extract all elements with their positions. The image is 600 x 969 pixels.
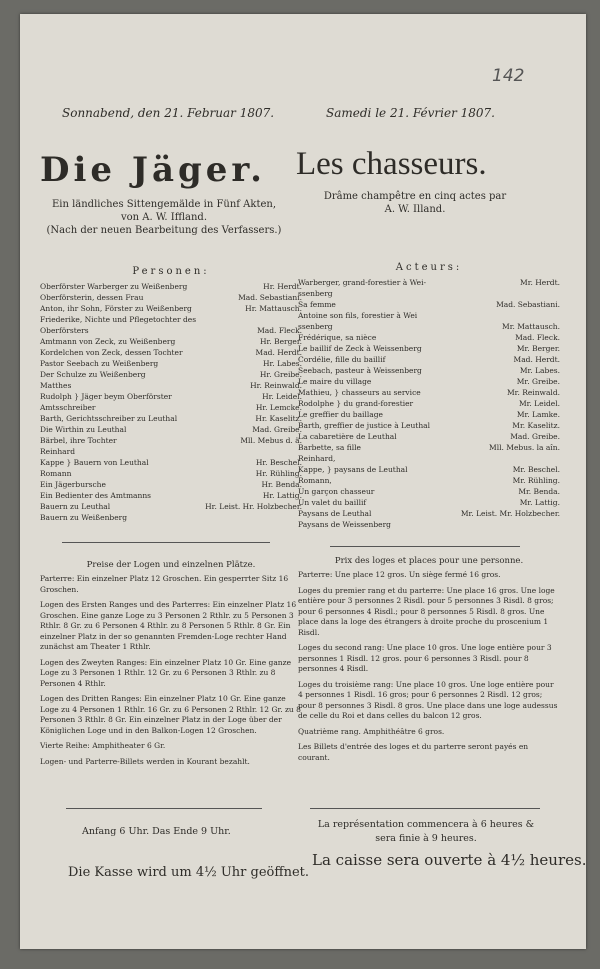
acteurs-actor: Mad. Herdt. [513, 355, 560, 364]
acteurs-actor: Mr. Benda. [518, 487, 560, 496]
personen-role: Kappe } Bauern von Leuthal [40, 458, 149, 467]
anfang-french: La représentation commencera à 6 heures & sera finie à 9 heures. [317, 819, 535, 844]
personen-actor: Hr. Herdt. [263, 282, 302, 291]
personen-actor: Hr. Leidel. [262, 392, 302, 401]
personen-role: Pastor Seebach zu Weißenberg [40, 359, 159, 368]
acteurs-row [298, 343, 560, 354]
acteurs-role: Kappe, } paysans de Leuthal [298, 465, 408, 474]
personen-actor: Hr. Mattausch. [245, 304, 302, 313]
acteurs-row [298, 277, 560, 288]
personen-actor: Mad. Herdt. [255, 348, 302, 357]
acteurs-actor: Mr. Beschel. [512, 465, 560, 474]
personen-row [40, 402, 302, 413]
acteurs-role: Paysans de Weissenberg [298, 520, 391, 529]
preise-list [40, 574, 302, 767]
personen-row [40, 358, 302, 369]
personen-row [40, 325, 302, 336]
divider-right [330, 546, 520, 547]
acteurs-actor: Mr. Lamke. [516, 410, 560, 419]
personen-role: Bauern zu Leuthal [40, 502, 111, 511]
personen-row [40, 424, 302, 435]
acteurs-row [298, 442, 560, 453]
acteurs-actor: Mr. Reinwald. [507, 388, 560, 397]
personen-row [40, 380, 302, 391]
acteurs-list [298, 277, 560, 530]
prix-paragraph: Loges du second rang: Une place 10 gros. Une loge entière pour 3 personnes 1 Risdl. 12 gros. pour 6 personnes 3 Risdl. pour 8 personnes 4 Risdl. [298, 643, 552, 673]
personen-row [40, 292, 302, 303]
personen-role: Ein Bedienter des Amtmanns [40, 491, 152, 500]
prix-paragraph: Loges du premier rang et du parterre: Une place 16 gros. Une loge entière pour 3 personnes 2 Risdl. pour 5 personnes 3 Risdl. 8 gros; pour 6 personnes 4 Risdl.; pour 8 personnes 5 Risdl. 8 gros. Une place dans la loge des étrangers à droite proche du proscenium 1 Risdl. [298, 585, 555, 637]
personen-row [40, 512, 302, 523]
acteurs-row [298, 420, 560, 431]
divider-bottom-left [66, 808, 262, 809]
prix-paragraph: Les Billets d'entrée des loges et du parterre seront payés en courant. [298, 742, 529, 762]
acteurs-row [298, 431, 560, 442]
preise-paragraph: Vierte Reihe: Amphitheater 6 Gr. [40, 741, 166, 750]
personen-row [40, 457, 302, 468]
divider-bottom-right [310, 808, 540, 809]
personen-actor: Mll. Mebus d. ä. [240, 436, 302, 445]
preise-section [40, 560, 302, 772]
acteurs-role: Warberger, grand-forestier à Wei- [298, 278, 427, 287]
personen-role: Rudolph } Jäger beym Oberförster [40, 392, 172, 401]
preise-paragraph: Logen des Zweyten Ranges: Ein einzelner Platz 10 Gr. Eine ganze Loge zu 3 Personen 1 Rthlr. 12 Gr. zu 6 Personen 3 Rthlr. zu 8 Personen 4 Rthlr. [40, 657, 292, 688]
acteurs-row [298, 376, 560, 387]
personen-heading: Personen: [132, 266, 210, 277]
prix-list [298, 570, 560, 763]
acteurs-row [298, 332, 560, 343]
personen-role: Matthes [40, 381, 72, 390]
acteurs-actor: Mr. Leist. Mr. Holzbecher. [460, 509, 560, 518]
acteurs-heading: Acteurs: [395, 262, 463, 273]
prix-heading: Prix des loges et places pour une personne. [334, 556, 524, 566]
acteurs-actor: Mad. Fleck. [515, 333, 560, 342]
handwritten-page-number: 142 [492, 66, 525, 86]
personen-actor: Mad. Fleck. [257, 326, 302, 335]
personen-role: Barth, Gerichtsschreiber zu Leuthal [40, 414, 178, 423]
personen-actor: Mad. Sebastiani. [238, 293, 302, 302]
personen-role: Der Schulze zu Weißenberg [40, 370, 146, 379]
personen-row [40, 303, 302, 314]
personen-role: Anton, ihr Sohn, Förster zu Weißenberg [40, 304, 192, 313]
personen-row [40, 468, 302, 479]
acteurs-row [298, 299, 560, 310]
acteurs-actor: Mll. Mebus. la aîn. [489, 443, 560, 452]
acteurs-actor: Mr. Mattausch. [502, 322, 560, 331]
acteurs-row [298, 464, 560, 475]
prix-paragraph: Quatrième rang. Amphithéâtre 6 gros. [298, 726, 445, 736]
prix-paragraph: Parterre: Une place 12 gros. Un siège fermé 16 gros. [298, 570, 501, 579]
acteurs-role: Rodolphe } du grand-forestier [298, 399, 414, 408]
personen-actor: Hr. Rühling. [255, 469, 302, 478]
acteurs-role: Le maire du village [298, 377, 372, 386]
personen-row [40, 391, 302, 402]
personen-row [40, 435, 302, 446]
acteurs-role: Seebach, pasteur à Weissenberg [298, 366, 422, 375]
acteurs-row [298, 288, 560, 299]
personen-actor: Hr. Kaselitz. [255, 414, 302, 423]
acteurs-role: Barth, greffier de justice à Leuthal [298, 421, 431, 430]
acteurs-row [298, 365, 560, 376]
acteurs-actor: Mr. Labes. [519, 366, 560, 375]
personen-actor: Hr. Beschel. [255, 458, 302, 467]
personen-row [40, 490, 302, 501]
personen-role: Oberförsterin, dessen Frau [40, 293, 144, 302]
acteurs-row [298, 321, 560, 332]
acteurs-role: Antoine son fils, forestier à Wei [298, 311, 418, 320]
personen-row [40, 281, 302, 292]
personen-row [40, 501, 302, 512]
acteurs-role: Un garçon chasseur [298, 487, 375, 496]
acteurs-actor: Mr. Greibe. [516, 377, 560, 386]
personen-role: Ein Jägerbursche [40, 480, 106, 489]
acteurs-row [298, 486, 560, 497]
subtitle-french: Drâme champêtre en cinq actes par A. W. Illand. [323, 191, 507, 215]
acteurs-role: Paysans de Leuthal [298, 509, 372, 518]
acteurs-role: Cordélie, fille du baillif [298, 355, 386, 364]
preise-paragraph: Parterre: Ein einzelner Platz 12 Groschen. Ein gesperrter Sitz 16 Groschen. [40, 574, 289, 594]
personen-actor: Hr. Lattig. [262, 491, 302, 500]
date-french: Samedi le 21. Février 1807. [326, 106, 495, 120]
acteurs-role: Le greffier du baillage [298, 410, 383, 419]
acteurs-row [298, 508, 560, 519]
subtitle-german: Ein ländliches Sittengemälde in Fünf Akten, von A. W. Iffland. (Nach der neuen Bearbeitung des Verfassers.) [46, 199, 282, 236]
preise-paragraph: Logen des Ersten Ranges und des Parterres: Ein einzelner Platz 16 Groschen. Eine ganze Loge zu 3 Personen 2 Rthlr. zu 5 Personen 3 Rthlr. 8 Gr. zu 6 Personen 4 Rthlr. zu 8 Personen 5 Rthlr. 8 Gr. Ein einzelner Platz in der so genannten Fremden-Loge rechter Hand zunächst am Theater 1 Rthlr. [40, 600, 297, 651]
acteurs-role: La cabaretière de Leuthal [298, 432, 397, 441]
personen-role: Bauern zu Weißenberg [40, 513, 128, 522]
personen-row [40, 369, 302, 380]
acteurs-section [298, 262, 560, 530]
kasse-german: Die Kasse wird um 4½ Uhr geöffnet. [68, 865, 310, 880]
preise-heading: Preise der Logen und einzelnen Plätze. [86, 560, 256, 570]
personen-actor: Hr. Leist. Hr. Holzbecher. [205, 502, 302, 511]
title-french: Les chasseurs. [296, 146, 487, 182]
personen-row [40, 446, 302, 457]
acteurs-actor: Mad. Sebastiani. [496, 300, 560, 309]
personen-row [40, 336, 302, 347]
acteurs-role: Le baillif de Zeck à Weissenberg [298, 344, 422, 353]
acteurs-actor: Mad. Greibe. [510, 432, 560, 441]
acteurs-row [298, 409, 560, 420]
personen-actor: Mad. Greibe. [252, 425, 302, 434]
personen-role: Oberförsters [40, 326, 89, 335]
kasse-french: La caisse sera ouverte à 4½ heures. [312, 851, 587, 869]
acteurs-row [298, 398, 560, 409]
acteurs-role: Reinhard, [298, 454, 336, 463]
personen-row [40, 347, 302, 358]
personen-actor: Hr. Benda. [261, 480, 302, 489]
personen-role: Amtsschreiber [40, 403, 96, 412]
acteurs-row [298, 497, 560, 508]
personen-role: Die Wirthin zu Leuthal [40, 425, 127, 434]
preise-paragraph: Logen des Dritten Ranges: Ein einzelner Platz 10 Gr. Eine ganze Loge zu 4 Personen 1 Rthlr. 16 Gr. zu 6 Personen 2 Rthlr. 12 Gr. zu 8 Personen 3 Rthlr. 8 Gr. Ein einzelner Platz in der Loge über der Königlichen Loge und in den Balkon-Logen 12 Groschen. [40, 694, 301, 735]
prix-section [298, 556, 560, 768]
personen-role: Reinhard [40, 447, 76, 456]
acteurs-actor: Mr. Lattig. [519, 498, 560, 507]
personen-role: Kordelchen von Zeck, dessen Tochter [40, 348, 183, 357]
prix-paragraph: Loges du troisième rang: Une place 10 gros. Une loge entière pour 4 personnes 1 Risdl. 16 gros; pour 6 personnes 2 Risdl. 12 gros; pour 8 personnes 3 Risdl. 8 gros. Une place dans une loge audessus de celle du Roi et dans celles du balcon 12 gros. [298, 679, 558, 720]
acteurs-actor: Mr. Berger. [516, 344, 560, 353]
acteurs-actor: Mr. Rühling. [512, 476, 560, 485]
personen-role: Bärbel, ihre Tochter [40, 436, 117, 445]
acteurs-role: Frédérique, sa nièce [298, 333, 377, 342]
acteurs-role: Sa femme [298, 300, 336, 309]
acteurs-actor: Mr. Herdt. [520, 278, 560, 287]
acteurs-role: ssenberg [298, 322, 333, 331]
acteurs-role: ssenberg [298, 289, 333, 298]
personen-actor: Hr. Labes. [263, 359, 302, 368]
acteurs-row [298, 387, 560, 398]
personen-actor: Hr. Greibe. [259, 370, 302, 379]
personen-actor: Hr. Reinwald. [250, 381, 302, 390]
divider-left [62, 542, 270, 543]
title-german: Die Jäger. [40, 150, 267, 190]
personen-actor: Hr. Lemcke. [255, 403, 302, 412]
personen-role: Amtmann von Zeck, zu Weißenberg [40, 337, 176, 346]
personen-row [40, 413, 302, 424]
acteurs-actor: Mr. Kaselitz. [512, 421, 560, 430]
acteurs-role: Un valet du baillif [298, 498, 367, 507]
acteurs-row [298, 475, 560, 486]
personen-role: Romann [40, 469, 72, 478]
personen-row [40, 479, 302, 490]
date-german: Sonnabend, den 21. Februar 1807. [62, 106, 275, 120]
anfang-german: Anfang 6 Uhr. Das Ende 9 Uhr. [82, 826, 231, 837]
personen-list [40, 281, 302, 523]
personen-actor: Hr. Berger. [260, 337, 302, 346]
acteurs-row [298, 310, 560, 321]
personen-role: Friederike, Nichte und Pflegetochter des [40, 315, 197, 324]
acteurs-role: Mathieu, } chasseurs au service [298, 388, 421, 397]
acteurs-row [298, 453, 560, 464]
acteurs-role: Romann, [298, 476, 332, 485]
personen-section [40, 266, 302, 523]
preise-paragraph: Logen- und Parterre-Billets werden in Kourant bezahlt. [40, 756, 250, 766]
personen-row [40, 314, 302, 325]
acteurs-row [298, 519, 560, 530]
acteurs-row [298, 354, 560, 365]
personen-role: Oberförster Warberger zu Weißenberg [40, 282, 188, 291]
acteurs-actor: Mr. Leidel. [518, 399, 560, 408]
acteurs-role: Barbette, sa fille [298, 443, 361, 452]
